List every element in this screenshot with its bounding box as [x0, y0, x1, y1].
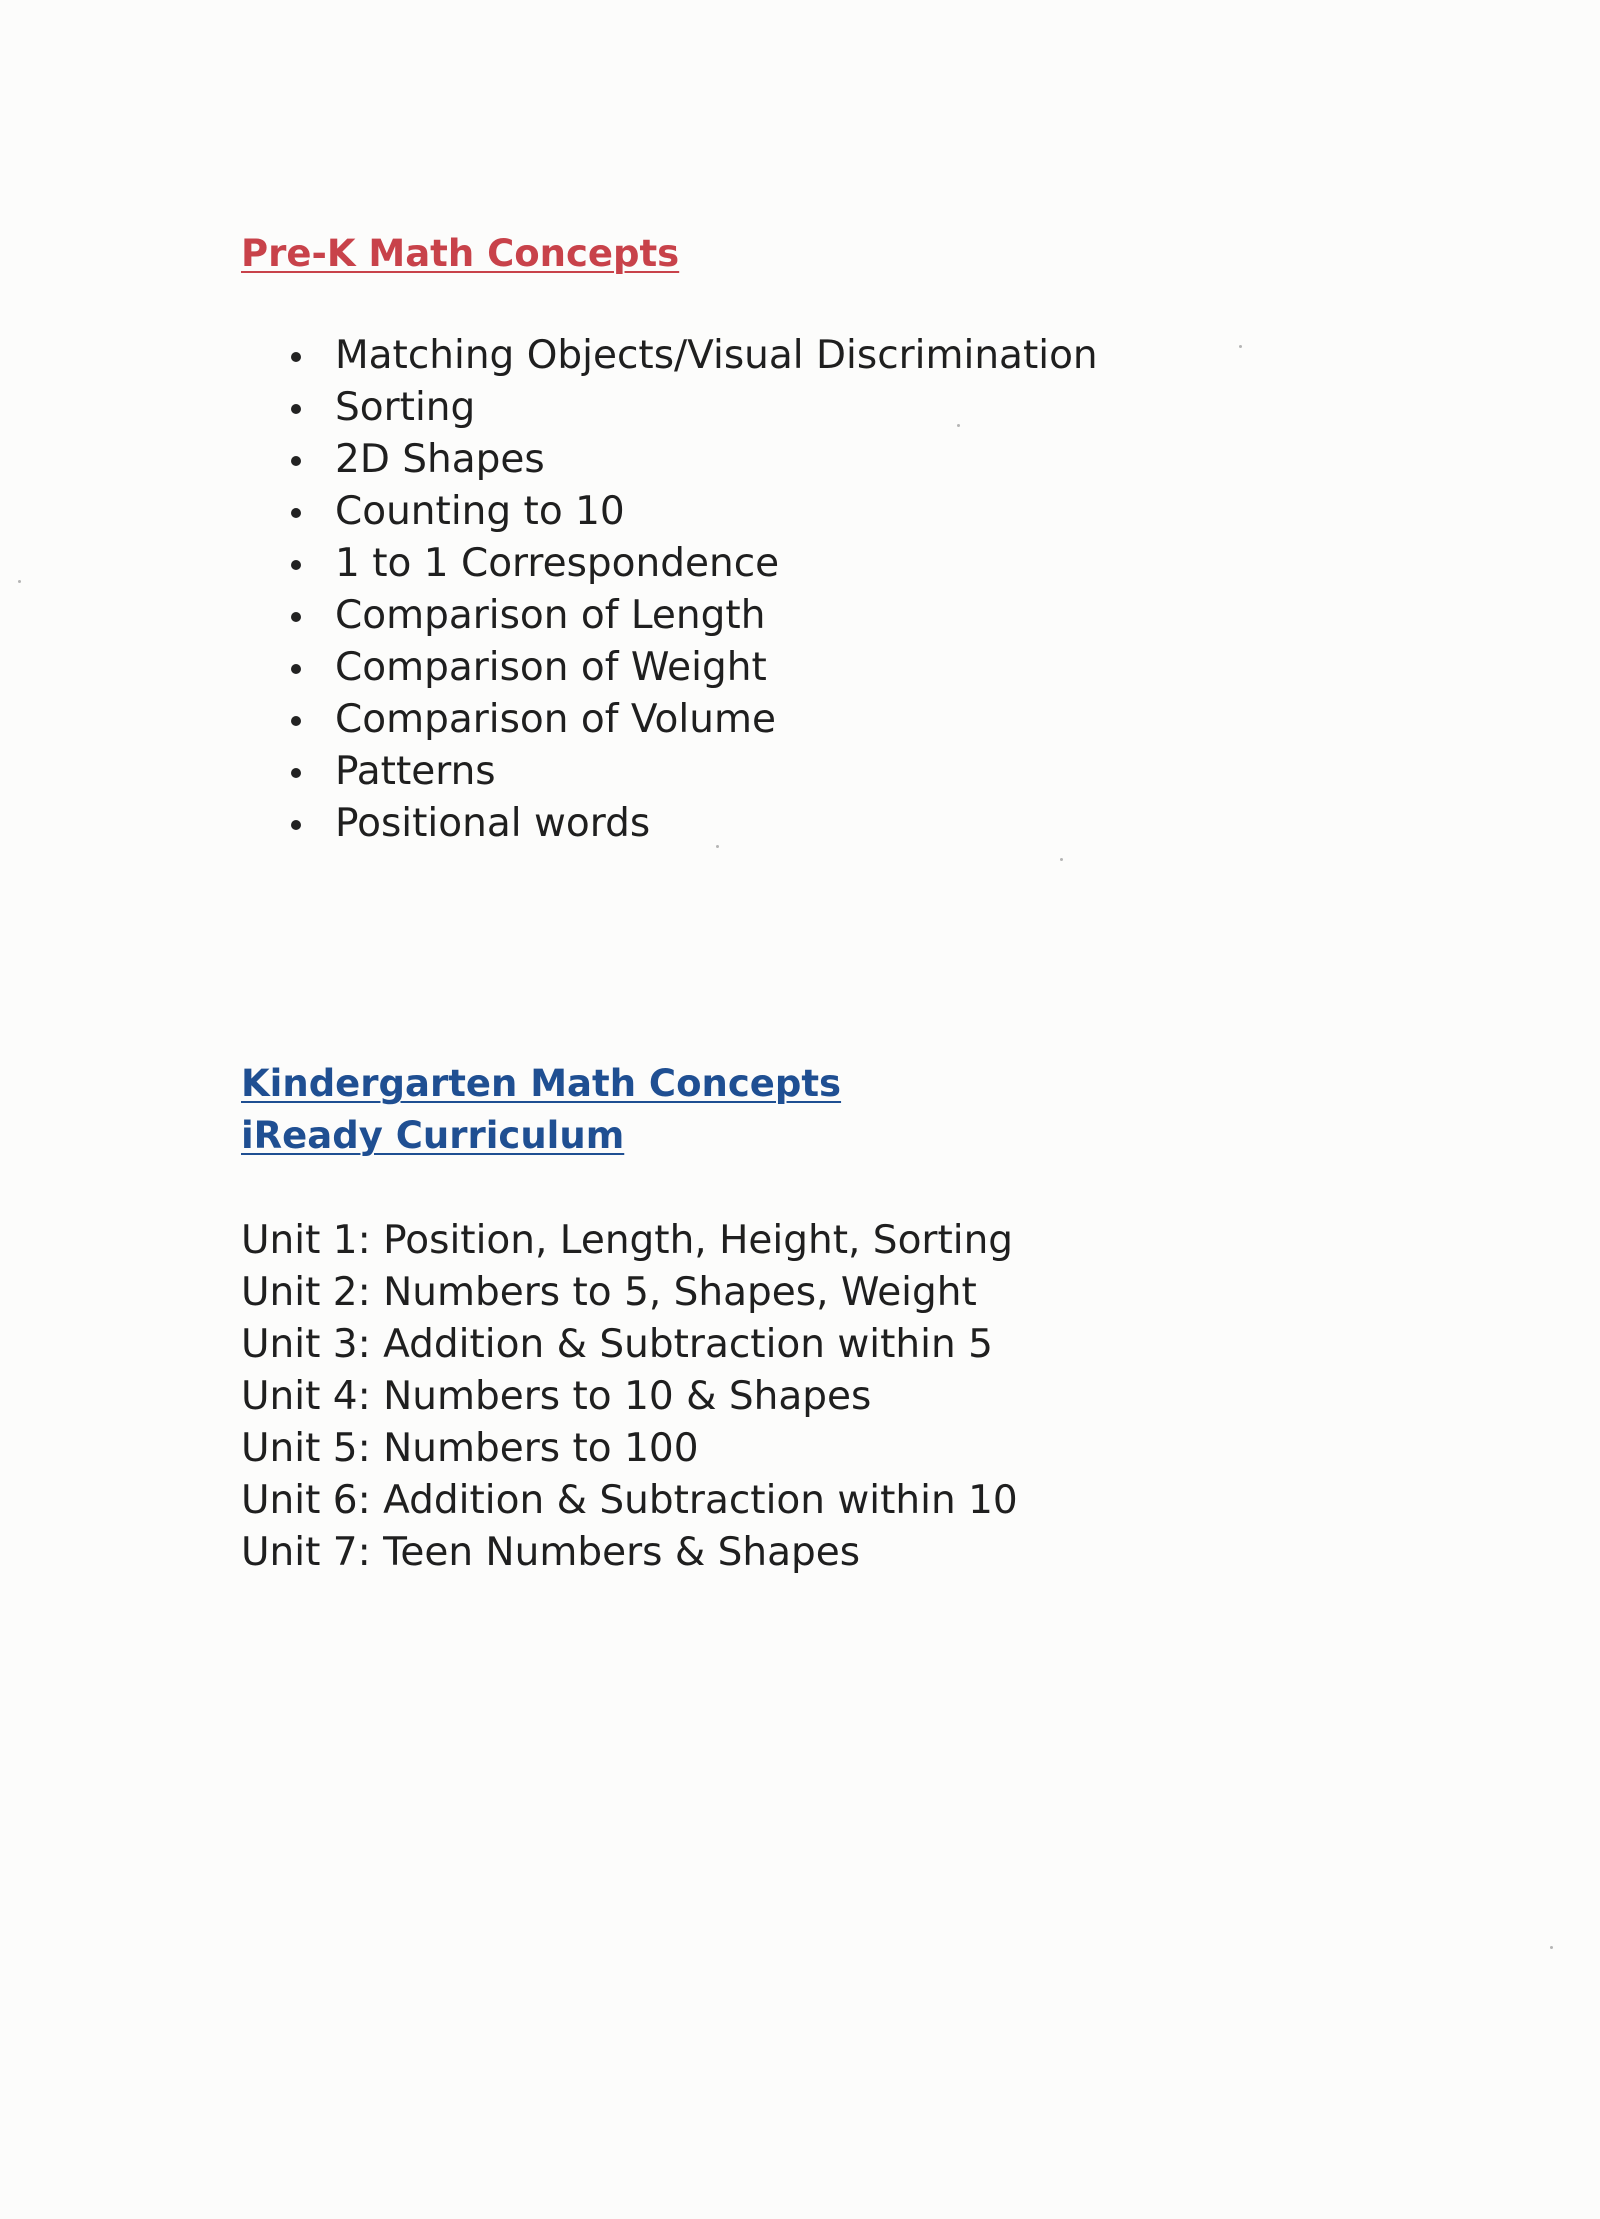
scan-speck — [1060, 858, 1063, 861]
unit-item: Unit 5: Numbers to 100 — [241, 1426, 699, 1471]
scan-speck — [18, 580, 21, 583]
list-item-label: Comparison of Length — [335, 593, 766, 638]
list-item-label: Patterns — [335, 749, 496, 794]
scan-speck — [957, 424, 960, 427]
list-item — [287, 694, 1098, 746]
bullet-icon — [291, 456, 301, 466]
prek-concept-list — [287, 330, 1098, 850]
bullet-icon — [291, 768, 301, 778]
bullet-icon — [291, 404, 301, 414]
unit-item: Unit 6: Addition & Subtraction within 10 — [241, 1478, 1018, 1523]
list-item-label: Comparison of Weight — [335, 645, 767, 690]
list-item-label: Matching Objects/Visual Discrimination — [335, 333, 1098, 378]
kindergarten-heading-title: Kindergarten Math Concepts — [241, 1062, 842, 1105]
list-item — [287, 538, 1098, 590]
list-item — [287, 382, 1098, 434]
bullet-icon — [291, 352, 301, 362]
bullet-icon — [291, 560, 301, 570]
list-item — [287, 798, 1098, 850]
scan-speck — [1239, 345, 1242, 348]
list-item — [287, 434, 1098, 486]
scan-speck — [716, 845, 719, 848]
unit-item: Unit 4: Numbers to 10 & Shapes — [241, 1374, 872, 1419]
bullet-icon — [291, 664, 301, 674]
list-item — [287, 486, 1098, 538]
unit-item: Unit 7: Teen Numbers & Shapes — [241, 1530, 861, 1575]
list-item — [287, 642, 1098, 694]
bullet-icon — [291, 716, 301, 726]
prek-heading: Pre-K Math Concepts — [241, 232, 680, 275]
kindergarten-heading-subtitle: iReady Curriculum — [241, 1114, 625, 1157]
list-item-label: 2D Shapes — [335, 437, 545, 482]
bullet-icon — [291, 612, 301, 622]
list-item-label: Positional words — [335, 801, 651, 846]
list-item-label: Sorting — [335, 385, 476, 430]
unit-item: Unit 3: Addition & Subtraction within 5 — [241, 1322, 993, 1367]
list-item-label: 1 to 1 Correspondence — [335, 541, 780, 586]
bullet-icon — [291, 820, 301, 830]
unit-item: Unit 1: Position, Length, Height, Sorting — [241, 1218, 1014, 1263]
list-item-label: Counting to 10 — [335, 489, 625, 534]
list-item-label: Comparison of Volume — [335, 697, 776, 742]
list-item — [287, 746, 1098, 798]
list-item — [287, 330, 1098, 382]
kindergarten-heading — [241, 1058, 841, 1162]
list-item — [287, 590, 1098, 642]
kindergarten-unit-list — [241, 1215, 1018, 1579]
scan-speck — [1550, 1946, 1553, 1949]
unit-item: Unit 2: Numbers to 5, Shapes, Weight — [241, 1270, 977, 1315]
bullet-icon — [291, 508, 301, 518]
